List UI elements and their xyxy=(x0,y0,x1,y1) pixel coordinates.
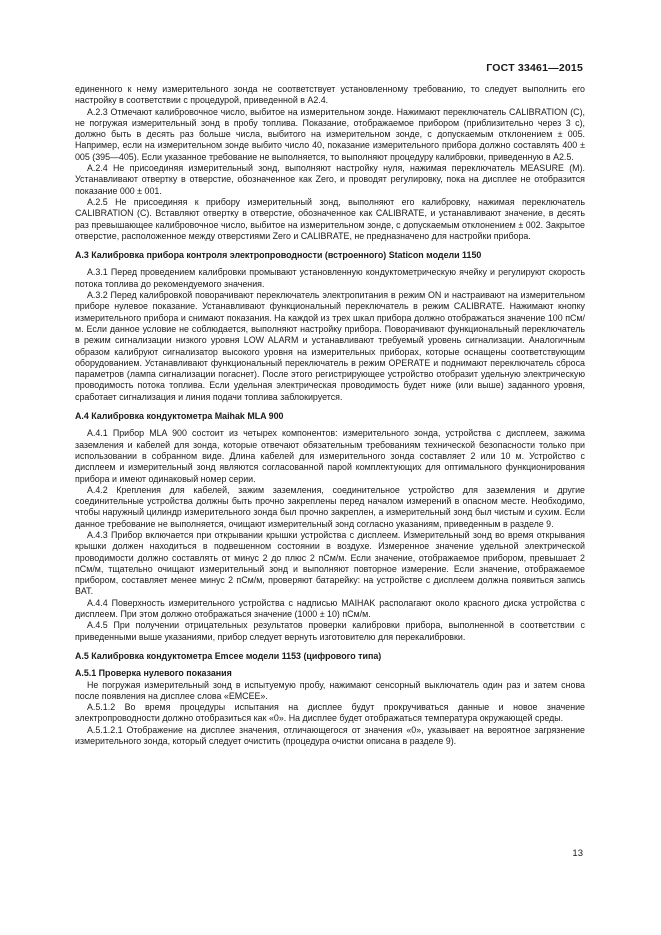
paragraph-a4-4: А.4.4 Поверхность измерительного устройства с надписью MAIHAK располагают около красного диска устройства с дисплеем. При этом должно отображаться значение (1000 ± 10) пСм/м. xyxy=(75,597,585,620)
paragraph-a2-4: А.2.4 Не присоединяя измерительный зонд, выполняют настройку нуля, нажимая переключатель MEASURE (М). Устанавливают отвертку в отверстие, обозначенное как Zero, и проводят регулировку, пока на дисплее не отобразится показание 000 ± 001. xyxy=(75,163,585,196)
section-heading-a4: А.4 Калибровка кондуктометра Maihak MLA 900 xyxy=(75,411,284,422)
paragraph: единенного к нему измерительного зонда не соответствует установленному требованию, то следует выполнить его настройку в соответствии с процедурой, приведенной в А2.4. xyxy=(75,84,585,106)
paragraph-a3-2: А.3.2 Перед калибровкой поворачивают переключатель электропитания в режим ON и настраивают на измерительном приборе нулевое показание. Устанавливают функциональный переключатель в режим CALIBRATE. Нажимают кнопку измерительного прибора и снимают показания. На каждой из трех шкал прибора должно отображаться значение 100 пСм/м. Если данное условие не соблюдается, выполняют настройку прибора. Поворачивают функциональный переключатель в режим сигнализации низкого уровня LOW ALARM и устанавливают требуемый уровень сигнализации. Аналогичным образом калибруют сигнализатор высокого уровня на измерительных приборах, которые оснащены соответствующим оборудованием. Устанавливают функциональный переключатель в режим OPERATE и поднимают переключатель сброса параметров (лампа сигнализации погаснет). После этого регистрирующее устройство отобразит удельную электрическую проводимость потока топлива. Если удельная электрическая проводимость будет ниже (или выше) заданного уровня, сработает сигнализация и линия подачи топлива заблокируется. xyxy=(75,290,585,402)
paragraph-a4-2: А.4.2 Крепления для кабелей, зажим заземления, соединительное устройство для заземления и другие соединительные устройства должны быть прочно закреплены перед началом измерений в опасном месте. Необходимо, чтобы наружный цилиндр измерительного зонда был прочно закреплен, а измерительный зонд был чистым и сухим. Если данное требование не выполняется, очищают измерительный зонд согласно указаниям, приведенным в разделе 9. xyxy=(75,484,585,529)
page-number: 13 xyxy=(572,848,583,859)
paragraph-a3-1: А.3.1 Перед проведением калибровки промывают установленную кондуктометрическую ячейку и регулируют скорость потока топлива до рекомендуемого значения. xyxy=(75,267,585,289)
paragraph-a4-5: А.4.5 При получении отрицательных результатов проверки калибровки прибора, выполненной в соответствии с приведенными выше указаниями, прибор следует вернуть изготовителю для перекалибровки. xyxy=(75,620,585,642)
paragraph-a5-1-2: А.5.1.2 Во время процедуры испытания на дисплее будут прокручиваться данные и новое значение электропроводности должно отобразиться как «0». На дисплее будет отображаться температура окружающей среды. xyxy=(75,702,585,724)
paragraph-a2-3: А.2.3 Отмечают калибровочное число, выбитое на измерительном зонде. Нажимают переключатель CALIBRATION (С), не погружая измерительный зонд в пробу топлива. Показание, отображаемое прибором (приблизительно через 3 с), должно быть в десять раз больше числа, выбитого на измерительном зонде, с допускаемым отклонением ± 005. Например, если на измерительном зонде выбито число 40, показание измерительного прибора должно составлять 400 ± 005 (395—405). Если указанное требование не выполняется, то выполняют процедуру калибровки, приведенную в А2.5. xyxy=(75,106,585,162)
section-heading-a3: А.3 Калибровка прибора контроля электропроводности (встроенного) Staticon модели 1150 xyxy=(75,250,482,261)
paragraph-a4-1: А.4.1 Прибор MLA 900 состоит из четырех компонентов: измерительного зонда, устройства с дисплеем, зажима заземления и кабелей для зонда, которые отвечают обязательным требованиям технической безопасности только при использовании в собранном виде. Длина кабелей для измерительного зонда составляет 2 или 10 м. Устройство с дисплеем и измерительный зонд являются согласованной парой комплектующих для оптимального функционирования прибора и имеют одинаковый номер серии. xyxy=(75,428,585,484)
paragraph-a5-1-1: Не погружая измерительный зонд в испытуемую пробу, нажимают сенсорный выключатель один раз и затем снова после появления на дисплее слова «EMCEE». xyxy=(75,679,585,701)
page-body xyxy=(75,84,585,747)
document-code: ГОСТ 33461—2015 xyxy=(486,62,583,74)
paragraph-a2-5: А.2.5 Не присоединяя к прибору измерительный зонд, выполняют его калибровку, нажимая переключатель CALIBRATION (С). Вставляют отвертку в отверстие, обозначенное как CALIBRATE, и устанавливают значение, в десять раз превышающее калибровочное число, выбитое на измерительном зонде, с допускаемым отклонением ± 002. Закрытое отверстие, расположенное между отверстиями Zero и CALIBRATE, не предназначено для настройки прибора. xyxy=(75,196,585,241)
paragraph-a4-3: А.4.3 Прибор включается при открывании крышки устройства с дисплеем. Измерительный зонд во время открывания крышки должен находиться в подвешенном состоянии в воздухе. Измеренное значение удельной электрической проводимости должно составлять от минус 2 до плюс 2 пСм/м. Если значение, отображаемое прибором, превышает 2 пСм/м, тщательно очищают измерительный зонд и выполняют повторное измерение. Если значение, отображаемое прибором, составляет менее минус 2 пСм/м, проверяют батарейку: на устройстве с дисплеем должна появиться запись BAT. xyxy=(75,529,585,597)
subsection-heading-a5-1: А.5.1 Проверка нулевого показания xyxy=(75,668,232,679)
paragraph-a5-1-2-1: А.5.1.2.1 Отображение на дисплее значения, отличающегося от значения «0», указывает на вероятное загрязнение измерительного зонда, который следует очистить (процедура очистки описана в разделе 9). xyxy=(75,724,585,747)
section-heading-a5: А.5 Калибровка кондуктометра Emcee модели 1153 (цифрового типа) xyxy=(75,650,382,661)
